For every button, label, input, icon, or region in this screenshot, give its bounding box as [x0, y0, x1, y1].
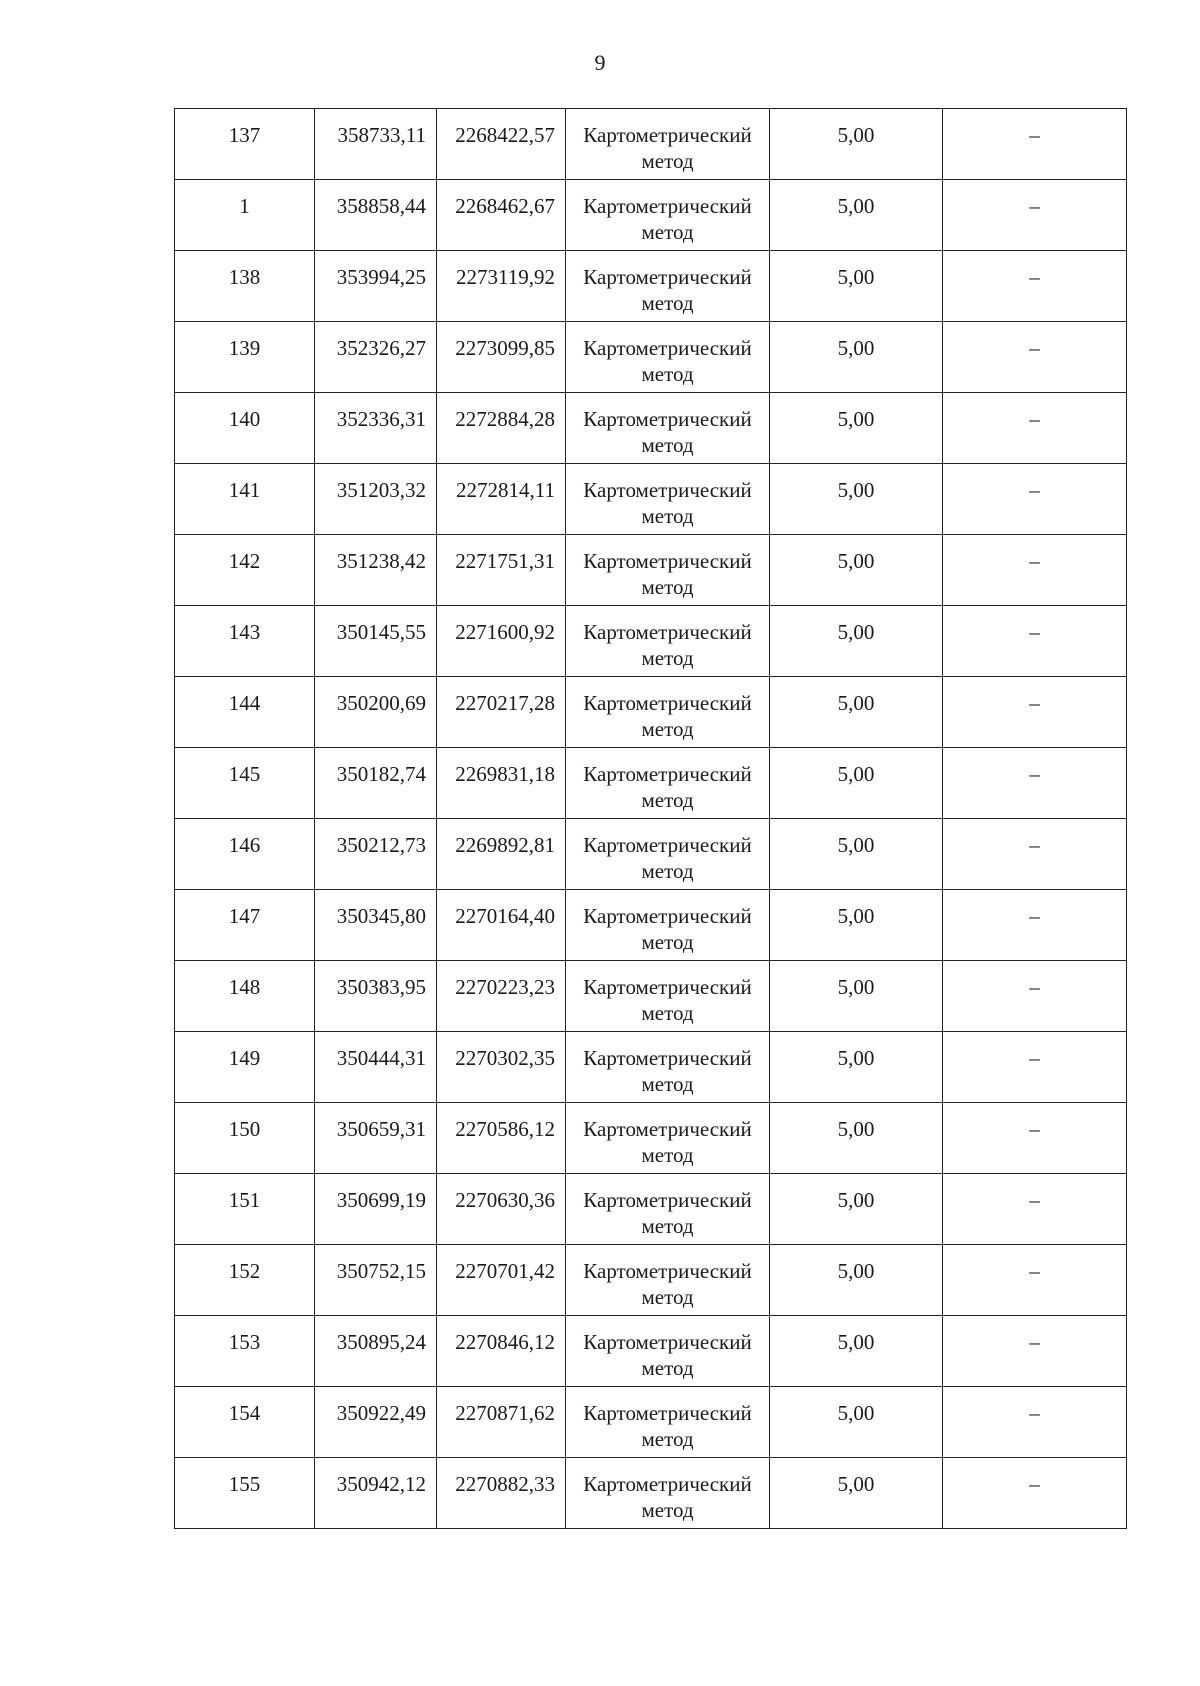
accuracy-cell: 5,00	[770, 535, 943, 606]
method-line-2: метод	[641, 1285, 694, 1309]
method-line-1: Картометрический	[583, 194, 752, 218]
x-coordinate-cell: 350182,74	[315, 748, 437, 819]
x-coordinate-cell: 353994,25	[315, 251, 437, 322]
y-coordinate-cell: 2270882,33	[437, 1458, 566, 1529]
x-coordinate-cell: 350752,15	[315, 1245, 437, 1316]
table-row	[175, 1032, 1127, 1103]
table-body	[175, 109, 1127, 1529]
note-cell: –	[943, 109, 1127, 180]
accuracy-cell: 5,00	[770, 251, 943, 322]
point-number-cell: 138	[175, 251, 315, 322]
note-cell: –	[943, 1245, 1127, 1316]
point-number-cell: 147	[175, 890, 315, 961]
accuracy-cell: 5,00	[770, 322, 943, 393]
method-cell	[566, 890, 770, 961]
method-line-2: метод	[641, 1214, 694, 1238]
accuracy-cell: 5,00	[770, 1387, 943, 1458]
method-line-1: Картометрический	[583, 1472, 752, 1496]
table-row	[175, 819, 1127, 890]
x-coordinate-cell: 350145,55	[315, 606, 437, 677]
x-coordinate-cell: 350383,95	[315, 961, 437, 1032]
y-coordinate-cell: 2270586,12	[437, 1103, 566, 1174]
y-coordinate-cell: 2273119,92	[437, 251, 566, 322]
point-number-cell: 141	[175, 464, 315, 535]
x-coordinate-cell: 352336,31	[315, 393, 437, 464]
table-row	[175, 1103, 1127, 1174]
table-row	[175, 535, 1127, 606]
method-line-1: Картометрический	[583, 833, 752, 857]
y-coordinate-cell: 2270630,36	[437, 1174, 566, 1245]
coordinates-table	[174, 108, 1127, 1529]
x-coordinate-cell: 350444,31	[315, 1032, 437, 1103]
accuracy-cell: 5,00	[770, 393, 943, 464]
point-number-cell: 155	[175, 1458, 315, 1529]
note-cell: –	[943, 393, 1127, 464]
y-coordinate-cell: 2269831,18	[437, 748, 566, 819]
y-coordinate-cell: 2271600,92	[437, 606, 566, 677]
method-line-2: метод	[641, 717, 694, 741]
method-line-2: метод	[641, 1072, 694, 1096]
method-line-1: Картометрический	[583, 478, 752, 502]
method-cell	[566, 606, 770, 677]
x-coordinate-cell: 350345,80	[315, 890, 437, 961]
accuracy-cell: 5,00	[770, 1174, 943, 1245]
method-line-2: метод	[641, 504, 694, 528]
table-row	[175, 109, 1127, 180]
x-coordinate-cell: 352326,27	[315, 322, 437, 393]
note-cell: –	[943, 322, 1127, 393]
note-cell: –	[943, 677, 1127, 748]
y-coordinate-cell: 2273099,85	[437, 322, 566, 393]
method-line-2: метод	[641, 859, 694, 883]
method-cell	[566, 1103, 770, 1174]
method-cell	[566, 1387, 770, 1458]
method-line-2: метод	[641, 1427, 694, 1451]
method-line-2: метод	[641, 1143, 694, 1167]
accuracy-cell: 5,00	[770, 1458, 943, 1529]
method-cell	[566, 1316, 770, 1387]
page-number: 9	[594, 50, 606, 75]
method-line-2: метод	[641, 646, 694, 670]
note-cell: –	[943, 1458, 1127, 1529]
x-coordinate-cell: 350659,31	[315, 1103, 437, 1174]
accuracy-cell: 5,00	[770, 464, 943, 535]
table-row	[175, 180, 1127, 251]
y-coordinate-cell: 2268462,67	[437, 180, 566, 251]
method-line-2: метод	[641, 220, 694, 244]
note-cell: –	[943, 464, 1127, 535]
x-coordinate-cell: 351203,32	[315, 464, 437, 535]
method-line-1: Картометрический	[583, 620, 752, 644]
note-cell: –	[943, 890, 1127, 961]
table-row	[175, 1316, 1127, 1387]
y-coordinate-cell: 2270164,40	[437, 890, 566, 961]
method-cell	[566, 393, 770, 464]
note-cell: –	[943, 961, 1127, 1032]
method-line-2: метод	[641, 1356, 694, 1380]
method-cell	[566, 322, 770, 393]
x-coordinate-cell: 350212,73	[315, 819, 437, 890]
table-row	[175, 748, 1127, 819]
accuracy-cell: 5,00	[770, 819, 943, 890]
y-coordinate-cell: 2272884,28	[437, 393, 566, 464]
y-coordinate-cell: 2271751,31	[437, 535, 566, 606]
note-cell: –	[943, 1032, 1127, 1103]
method-cell	[566, 1032, 770, 1103]
method-line-2: метод	[641, 433, 694, 457]
x-coordinate-cell: 350942,12	[315, 1458, 437, 1529]
method-line-1: Картометрический	[583, 1401, 752, 1425]
note-cell: –	[943, 535, 1127, 606]
point-number-cell: 153	[175, 1316, 315, 1387]
point-number-cell: 150	[175, 1103, 315, 1174]
table-row	[175, 961, 1127, 1032]
y-coordinate-cell: 2270223,23	[437, 961, 566, 1032]
point-number-cell: 143	[175, 606, 315, 677]
method-cell	[566, 748, 770, 819]
point-number-cell: 149	[175, 1032, 315, 1103]
accuracy-cell: 5,00	[770, 1032, 943, 1103]
method-line-2: метод	[641, 1001, 694, 1025]
point-number-cell: 145	[175, 748, 315, 819]
method-line-1: Картометрический	[583, 762, 752, 786]
y-coordinate-cell: 2270871,62	[437, 1387, 566, 1458]
table-row	[175, 1387, 1127, 1458]
method-line-1: Картометрический	[583, 904, 752, 928]
point-number-cell: 154	[175, 1387, 315, 1458]
method-line-1: Картометрический	[583, 123, 752, 147]
table-row	[175, 1458, 1127, 1529]
table-row	[175, 1245, 1127, 1316]
method-cell	[566, 1174, 770, 1245]
method-line-1: Картометрический	[583, 1330, 752, 1354]
y-coordinate-cell: 2270217,28	[437, 677, 566, 748]
y-coordinate-cell: 2272814,11	[437, 464, 566, 535]
x-coordinate-cell: 358858,44	[315, 180, 437, 251]
point-number-cell: 151	[175, 1174, 315, 1245]
method-line-2: метод	[641, 930, 694, 954]
method-line-2: метод	[641, 291, 694, 315]
method-line-2: метод	[641, 788, 694, 812]
note-cell: –	[943, 748, 1127, 819]
method-cell	[566, 180, 770, 251]
table-row	[175, 251, 1127, 322]
point-number-cell: 152	[175, 1245, 315, 1316]
y-coordinate-cell: 2268422,57	[437, 109, 566, 180]
accuracy-cell: 5,00	[770, 890, 943, 961]
method-line-1: Картометрический	[583, 1259, 752, 1283]
method-line-2: метод	[641, 575, 694, 599]
table-row	[175, 464, 1127, 535]
accuracy-cell: 5,00	[770, 1103, 943, 1174]
note-cell: –	[943, 1316, 1127, 1387]
accuracy-cell: 5,00	[770, 748, 943, 819]
accuracy-cell: 5,00	[770, 1316, 943, 1387]
table-row	[175, 606, 1127, 677]
method-cell	[566, 677, 770, 748]
x-coordinate-cell: 350895,24	[315, 1316, 437, 1387]
note-cell: –	[943, 606, 1127, 677]
table-row	[175, 393, 1127, 464]
method-line-2: метод	[641, 1498, 694, 1522]
x-coordinate-cell: 350922,49	[315, 1387, 437, 1458]
point-number-cell: 139	[175, 322, 315, 393]
method-cell	[566, 1245, 770, 1316]
method-line-1: Картометрический	[583, 336, 752, 360]
accuracy-cell: 5,00	[770, 961, 943, 1032]
x-coordinate-cell: 351238,42	[315, 535, 437, 606]
y-coordinate-cell: 2270302,35	[437, 1032, 566, 1103]
table-row	[175, 890, 1127, 961]
accuracy-cell: 5,00	[770, 677, 943, 748]
point-number-cell: 137	[175, 109, 315, 180]
method-cell	[566, 1458, 770, 1529]
method-cell	[566, 464, 770, 535]
method-line-2: метод	[641, 149, 694, 173]
note-cell: –	[943, 180, 1127, 251]
point-number-cell: 148	[175, 961, 315, 1032]
point-number-cell: 140	[175, 393, 315, 464]
table-row	[175, 1174, 1127, 1245]
method-line-1: Картометрический	[583, 265, 752, 289]
method-line-1: Картометрический	[583, 407, 752, 431]
method-line-2: метод	[641, 362, 694, 386]
x-coordinate-cell: 350200,69	[315, 677, 437, 748]
method-cell	[566, 535, 770, 606]
y-coordinate-cell: 2269892,81	[437, 819, 566, 890]
accuracy-cell: 5,00	[770, 109, 943, 180]
note-cell: –	[943, 819, 1127, 890]
x-coordinate-cell: 358733,11	[315, 109, 437, 180]
point-number-cell: 142	[175, 535, 315, 606]
method-line-1: Картометрический	[583, 975, 752, 999]
method-line-1: Картометрический	[583, 691, 752, 715]
method-cell	[566, 819, 770, 890]
method-cell	[566, 109, 770, 180]
accuracy-cell: 5,00	[770, 180, 943, 251]
note-cell: –	[943, 251, 1127, 322]
y-coordinate-cell: 2270701,42	[437, 1245, 566, 1316]
point-number-cell: 1	[175, 180, 315, 251]
method-cell	[566, 251, 770, 322]
table-row	[175, 322, 1127, 393]
note-cell: –	[943, 1174, 1127, 1245]
x-coordinate-cell: 350699,19	[315, 1174, 437, 1245]
accuracy-cell: 5,00	[770, 1245, 943, 1316]
method-cell	[566, 961, 770, 1032]
method-line-1: Картометрический	[583, 1046, 752, 1070]
note-cell: –	[943, 1387, 1127, 1458]
method-line-1: Картометрический	[583, 1188, 752, 1212]
method-line-1: Картометрический	[583, 549, 752, 573]
point-number-cell: 146	[175, 819, 315, 890]
note-cell: –	[943, 1103, 1127, 1174]
y-coordinate-cell: 2270846,12	[437, 1316, 566, 1387]
accuracy-cell: 5,00	[770, 606, 943, 677]
method-line-1: Картометрический	[583, 1117, 752, 1141]
point-number-cell: 144	[175, 677, 315, 748]
table-row	[175, 677, 1127, 748]
